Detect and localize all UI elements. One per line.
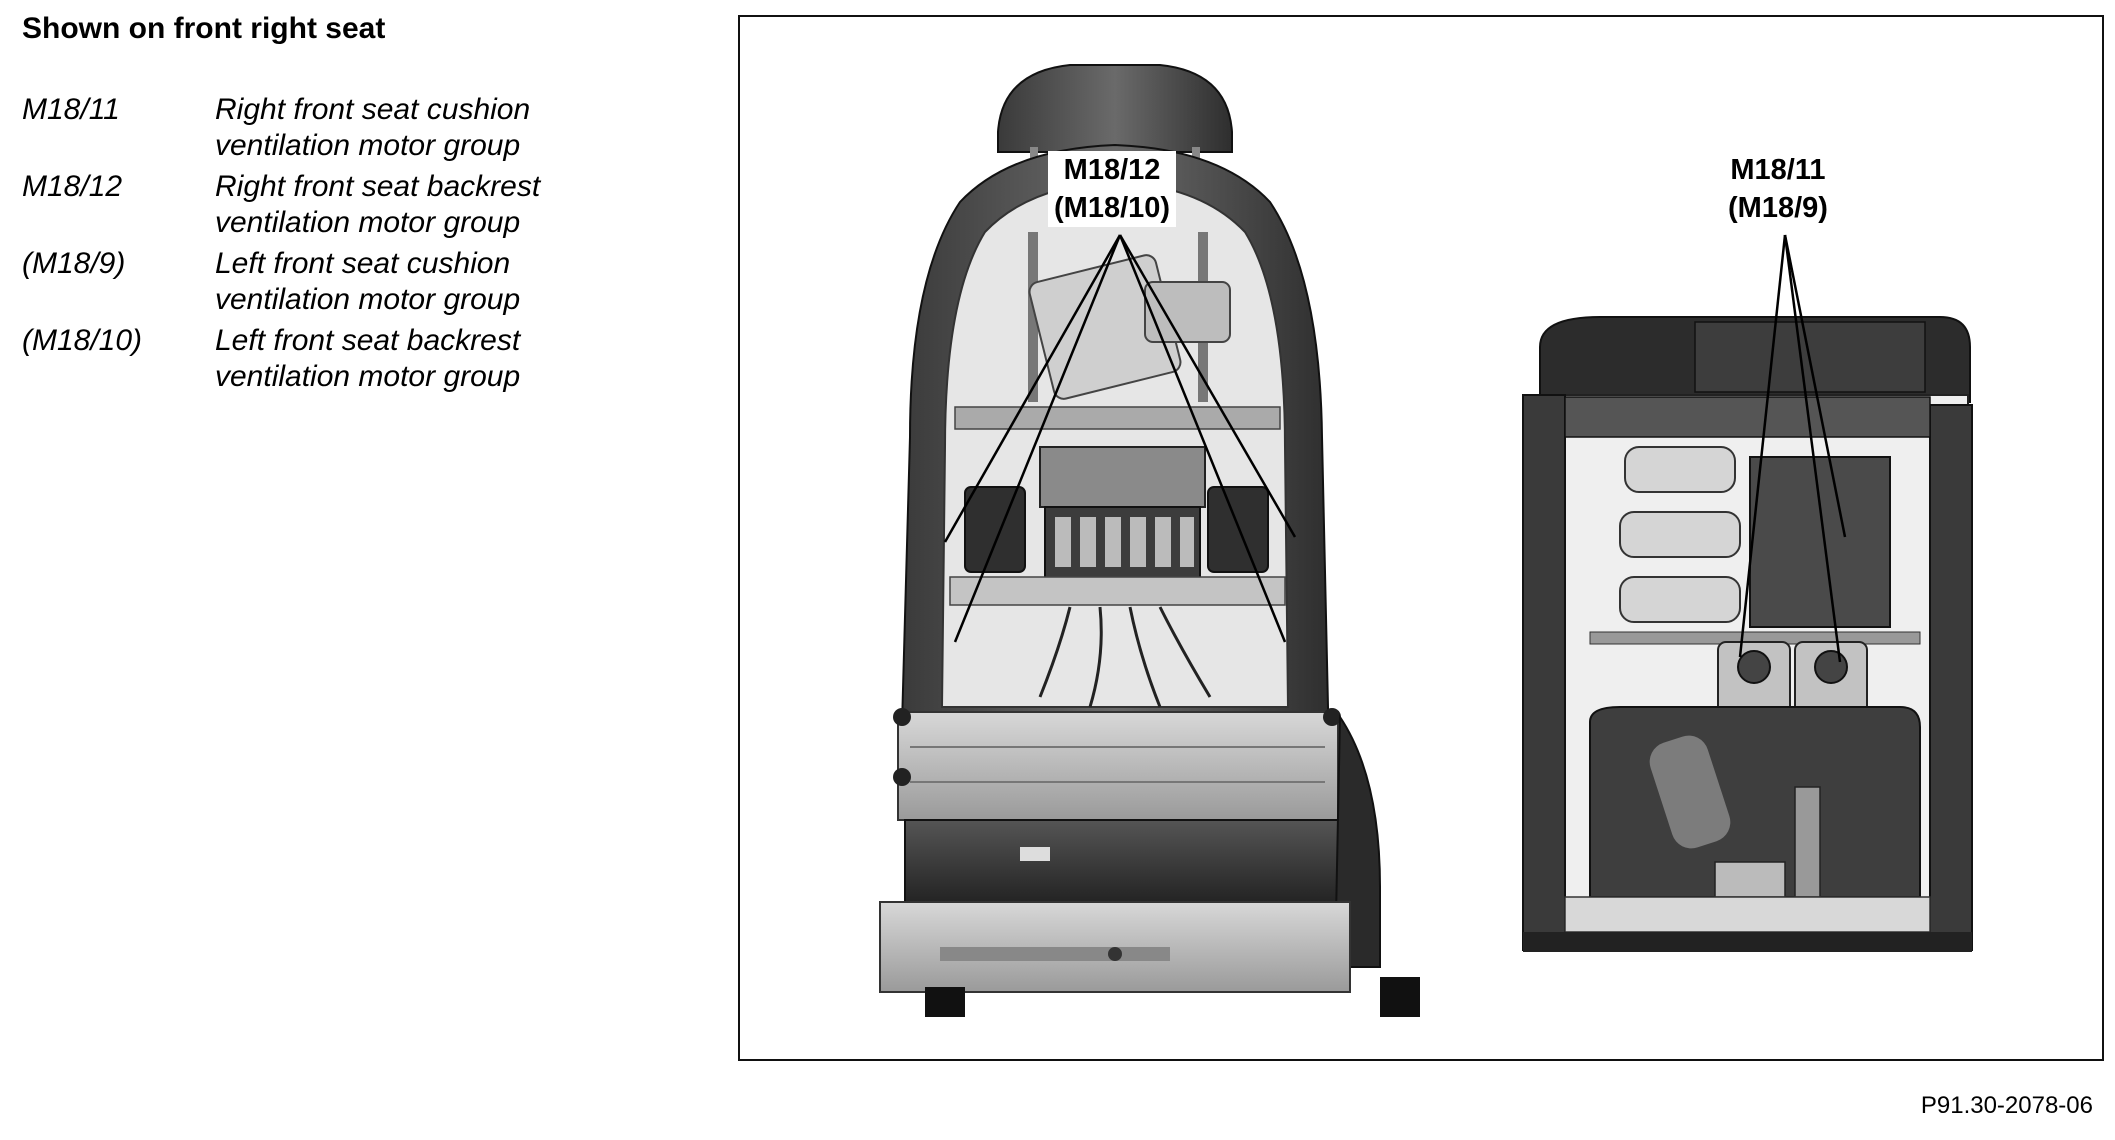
legend-row-m18-12	[22, 169, 702, 241]
callout-backrest-line1: M18/12	[1063, 154, 1161, 186]
legend-row-m18-11	[22, 92, 702, 164]
callout-cushion-line2: (M18/9)	[1728, 192, 1828, 224]
seat-illustration	[740, 17, 2104, 1061]
legend-code: (M18/9)	[22, 247, 126, 280]
legend-description: Left front seat backrest ventilation motor group	[215, 324, 521, 393]
legend-code: M18/12	[22, 170, 123, 203]
callout-backrest-label	[1048, 151, 1176, 227]
legend-code: (M18/10)	[22, 324, 143, 357]
callout-cushion-line1: M18/11	[1730, 154, 1826, 186]
legend-description: Left front seat cushion ventilation motor group	[215, 247, 521, 316]
page-heading: Shown on front right seat	[22, 12, 386, 45]
seat-photo-frame	[738, 15, 2104, 1061]
figure-reference-id: P91.30-2078-06	[1920, 1092, 2093, 1119]
callout-backrest-line2: (M18/10)	[1054, 192, 1171, 224]
legend-row-m18-9	[22, 246, 702, 318]
legend-description: Right front seat backrest ventilation motor group	[215, 170, 541, 239]
legend-description: Right front seat cushion ventilation motor group	[215, 93, 531, 162]
callout-cushion-label	[1722, 151, 1834, 227]
legend-row-m18-10	[22, 323, 702, 395]
cushion-view	[1523, 235, 1972, 952]
component-legend	[22, 92, 702, 400]
legend-code: M18/11	[22, 93, 120, 126]
